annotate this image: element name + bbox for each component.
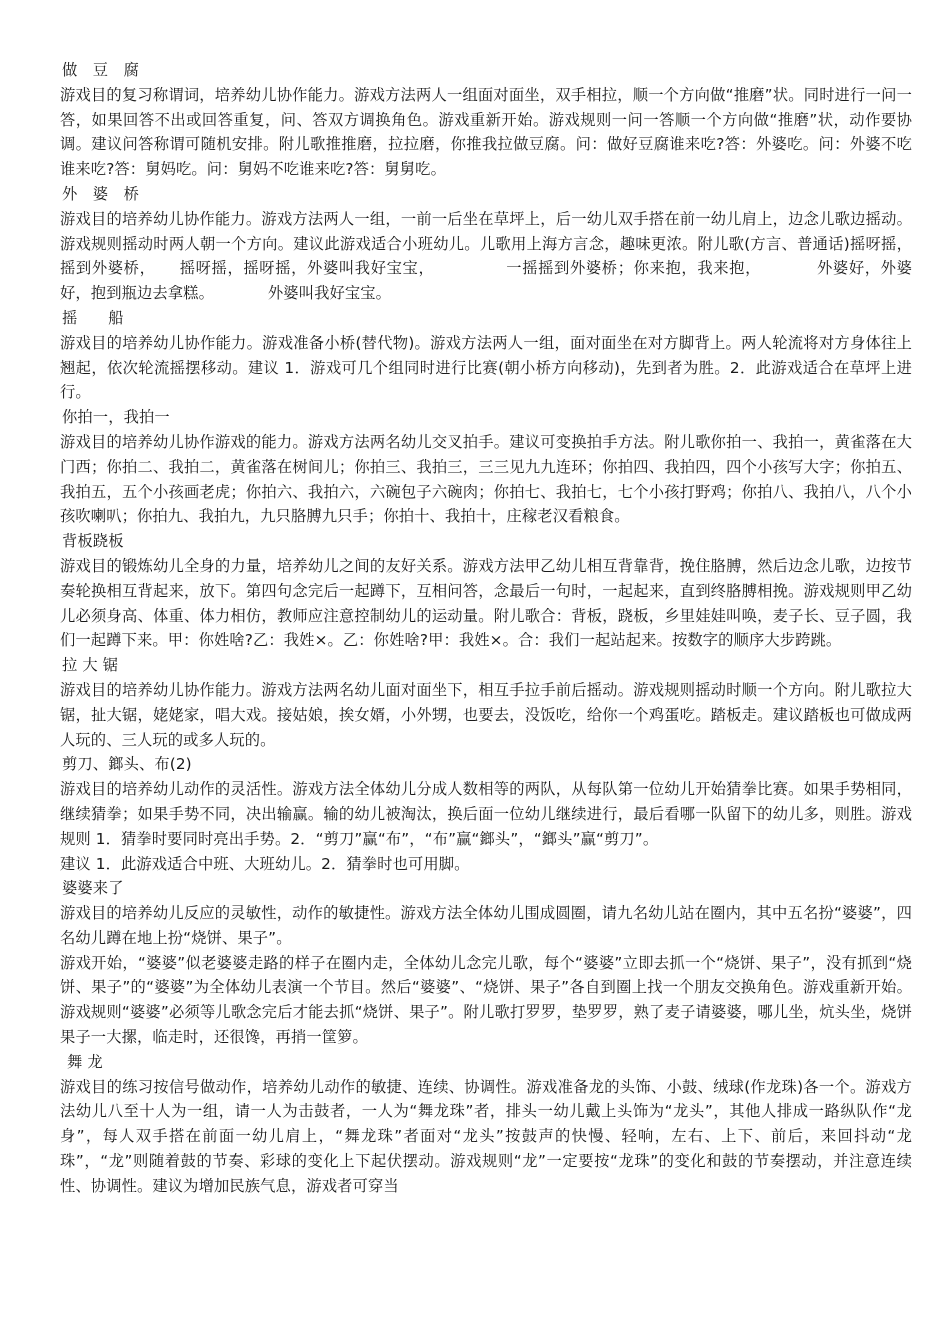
section-title: 你拍一，我拍一 xyxy=(62,408,170,427)
section-paragraph: 游戏目的练习按信号做动作，培养幼儿动作的敏捷、连续、协调性。游戏准备龙的头饰、小鼓、绒球(作龙珠)各一个。游戏方法幼儿八至十人为一组，请一人为击鼓者，一人为“舞龙珠”者，排头一幼儿戴上头饰为“龙头”，其他人排成一路纵队作“龙身”，每人双手搭在前面一幼儿肩上，“舞龙珠”者面对“龙头”按鼓声的快慢、轻响，左右、上下、前后，来回抖动“龙珠”，“龙”则随着鼓的节奏、彩球的变化上下起伏摆动。游戏规则“龙”一定要按“龙珠”的变化和鼓的节奏摆动，并注意连续性、协调性。建议为增加民族气息，游戏者可穿当 xyxy=(60,1077,912,1195)
section-paragraph: 游戏目的培养幼儿反应的灵敏性，动作的敏捷性。游戏方法全体幼儿围成圆圈，请九名幼儿站在圈内，其中五名扮“婆婆”，四名幼儿蹲在地上扮“烧饼、果子”。 xyxy=(60,904,912,947)
section-po-po-lai-le xyxy=(60,876,912,1050)
section-paragraph: 游戏开始，“婆婆”似老婆婆走路的样子在圈内走，全体幼儿念完儿歌，每个“婆婆”立即去抓一个“烧饼、果子”，没有抓到“烧饼、果子”的“婆婆”为全体幼儿表演一个节目。然后“婆婆”、“烧饼、果子”各自到圈上找一个朋友交换角色。游戏重新开始。游戏规则“婆婆”必须等儿歌念完后才能去抓“烧饼、果子”。附儿歌打罗罗，垫罗罗，熟了麦子请婆婆，哪儿坐，炕头坐，烧饼果子一大摞，临走时，还很馋，再捎一筐箩。 xyxy=(60,953,912,1047)
section-title: 外 婆 桥 xyxy=(62,184,139,203)
section-paragraph: 游戏目的培养幼儿协作能力。游戏方法两名幼儿面对面坐下，相互手拉手前后摇动。游戏规则摇动时顺一个方向。附儿歌拉大锯，扯大锯，姥姥家，唱大戏。接姑娘，挨女婿，小外甥，也要去，没饭吃，给你一个鸡蛋吃。踏板走。建议踏板也可做成两人玩的、三人玩的或多人玩的。 xyxy=(60,680,912,749)
section-title: 舞 龙 xyxy=(62,1052,103,1071)
section-paragraph: 游戏目的培养幼儿协作能力。游戏方法两人一组，一前一后坐在草坪上，后一幼儿双手搭在前一幼儿肩上，边念儿歌边摇动。游戏规则摇动时两人朝一个方向。建议此游戏适合小班幼儿。儿歌用上海方言念，趣味更浓。附儿歌(方言、普通话)摇呀摇，摇到外婆桥， 摇呀摇，摇呀摇，外婆叫我好宝宝， 一摇摇到外婆桥；你来抱，我来抱， 外婆好，外婆好，抱到瓶边去拿糕。 外婆叫我好宝宝。 xyxy=(60,209,912,303)
section-paragraph: 游戏目的培养幼儿协作能力。游戏准备小桥(替代物)。游戏方法两人一组，面对面坐在对方脚背上。两人轮流将对方身体往上翘起，依次轮流摇摆移动。建议 1．游戏可几个组同时进行比赛(朝小桥方向移动)，先到者为胜。2．此游戏适合在草坪上进行。 xyxy=(60,333,912,402)
section-title: 做 豆 腐 xyxy=(62,61,139,79)
section-title: 剪刀、鎯头、布(2) xyxy=(62,755,192,774)
section-paragraph: 游戏目的培养幼儿动作的灵活性。游戏方法全体幼儿分成人数相等的两队，从每队第一位幼儿开始猜拳比赛。如果手势相同，继续猜拳；如果手势不同，决出输赢。输的幼儿被淘汰，换后面一位幼儿继续进行，最后看哪一队留下的幼儿多，则胜。游戏规则 1．猜拳时要同时亮出手势。2．“剪刀”赢“布”，“布”赢“鎯头”，“鎯头”赢“剪刀”。 xyxy=(60,780,912,848)
section-zuo-dou-fu xyxy=(60,58,912,182)
section-bei-ban-qiao-ban xyxy=(60,529,912,653)
section-title: 拉 大 锯 xyxy=(62,656,119,675)
section-paragraph: 游戏目的锻炼幼儿全身的力量，培养幼儿之间的友好关系。游戏方法甲乙幼儿相互背靠背，挽住胳膊，然后边念儿歌，边按节奏轮换相互背起来，放下。第四句念完后一起蹲下，互相问答，念最后一句时，一起起来，直到终胳膊相挽。游戏规则甲乙幼儿必须身高、体重、体力相仿，教师应注意控制幼儿的运动量。附儿歌合：背板，跷板，乡里娃娃叫唤，麦子长、豆子圆，我们一起蹲下来。甲：你姓啥?乙：我姓×。乙：你姓啥?甲：我姓×。合：我们一起站起来。按数字的顺序大步跨跳。 xyxy=(60,556,912,650)
section-title: 婆婆来了 xyxy=(62,879,124,898)
section-paragraph: 游戏目的复习称谓词，培养幼儿协作能力。游戏方法两人一组面对面坐，双手相拉，顺一个方向做“推磨”状。同时进行一问一答，如果回答不出或回答重复，问、答双方调换角色。游戏重新开始。游戏规则一问一答顺一个方向做“推磨”状，动作要协调。建议问答称谓可随机安排。附儿歌推推磨，拉拉磨，你推我拉做豆腐。问：做好豆腐谁来吃?答：外婆吃。问：外婆不吃谁来吃?答：舅妈吃。问：舅妈不吃谁来吃?答：舅舅吃。 xyxy=(60,85,912,179)
section-paragraph: 建议 1．此游戏适合中班、大班幼儿。2．猜拳时也可用脚。 xyxy=(60,854,470,873)
section-ni-pai-yi xyxy=(60,405,912,529)
section-wai-po-qiao xyxy=(60,182,912,306)
section-jian-dao-lang-tou-bu xyxy=(60,752,912,876)
section-title: 摇 船 xyxy=(62,308,124,327)
section-wu-long xyxy=(60,1050,912,1199)
section-la-da-ju xyxy=(60,653,912,752)
section-yao-chuan xyxy=(60,306,912,405)
section-paragraph: 游戏目的培养幼儿协作游戏的能力。游戏方法两名幼儿交叉拍手。建议可变换拍手方法。附儿歌你拍一、我拍一，黄雀落在大门西；你拍二、我拍二，黄雀落在树间儿；你拍三、我拍三，三三见九九连环；你拍四、我拍四，四个小孩写大字；你拍五、我拍五，五个小孩画老虎；你拍六、我拍六，六碗包子六碗肉；你拍七、我拍七，七个小孩打野鸡；你拍八、我拍八，八个小孩吹喇叭；你拍九、我拍九，九只胳膊九只手；你拍十、我拍十，庄稼老汉看粮食。 xyxy=(60,432,912,526)
section-title: 背板跷板 xyxy=(62,532,124,551)
